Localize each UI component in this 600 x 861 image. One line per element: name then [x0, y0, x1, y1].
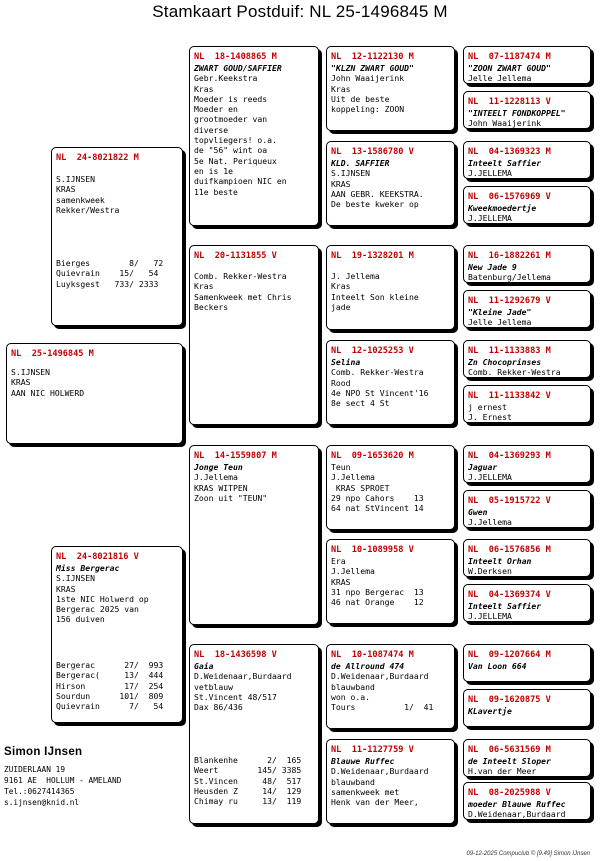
card-line: Rekker/Westra [56, 204, 120, 215]
card-line: Comb. Rekker-Westra [331, 367, 424, 378]
pigeon-name: Inteelt Saffier [468, 601, 542, 611]
footer-credit: 09-12-2025 Compuclub © [9.49] Simon IJnsen [466, 851, 590, 857]
pigeon-name: Kweekmoedertje [468, 203, 537, 213]
ancestor-card[interactable] [463, 290, 591, 328]
great-grandparent-card[interactable] [326, 245, 455, 330]
ancestor-card[interactable] [463, 385, 591, 423]
owner-block [4, 746, 184, 808]
card-line: Kras [331, 83, 351, 94]
card-line: diverse [194, 124, 229, 135]
card-line: Kras [331, 281, 351, 292]
card-line: Tours 1/ 41 [331, 702, 434, 713]
card-line: J.JELLEMA [468, 213, 512, 224]
card-line: Inteelt Son kleine [331, 291, 419, 302]
card-line: D.Weidenaar,Burdaard [468, 809, 566, 820]
card-line: J.Jellema [331, 472, 375, 483]
card-line: Batenburg/Jellema [468, 272, 551, 283]
ancestor-card[interactable] [463, 584, 591, 622]
pigeon-name: Gaia [194, 661, 214, 671]
pigeon-name: "KLZN ZWART GOUD" [331, 63, 414, 73]
great-grandparent-card[interactable] [326, 46, 455, 131]
card-line: blauwband [331, 776, 375, 787]
ring-number: NL 20-1131855 V [194, 251, 277, 261]
great-grandparent-card[interactable] [326, 539, 455, 624]
card-line: KRAS [56, 184, 76, 195]
card-line: 1ste NIC Holwerd op [56, 593, 149, 604]
pigeon-name: "Kleine Jade" [468, 307, 532, 317]
card-line: KRAS [331, 576, 351, 587]
card-line: De beste kweker op [331, 199, 419, 210]
card-line: 29 npo Cahors 13 [331, 492, 424, 503]
ring-number: NL 09-1653620 M [331, 451, 414, 461]
pigeon-name: Gwen [468, 507, 488, 517]
subject-card[interactable] [6, 343, 183, 444]
ring-number: NL 09-1207664 M [468, 650, 551, 660]
card-line: J.Jellema [331, 566, 375, 577]
card-line: samenkweek [56, 194, 105, 205]
ring-number: NL 12-1122130 M [331, 52, 414, 62]
great-grandparent-card[interactable] [326, 340, 455, 425]
ring-number: NL 18-1436598 V [194, 650, 277, 660]
owner-name: Simon IJnsen [4, 746, 83, 758]
pigeon-name: Selina [331, 357, 361, 367]
ring-number: NL 19-1328201 M [331, 251, 414, 261]
ring-number: NL 11-1127759 V [331, 745, 414, 755]
card-line: 8e sect 4 St [331, 398, 390, 409]
card-line: Moeder is reeds [194, 93, 268, 104]
pigeon-name: New Jade 9 [468, 262, 517, 272]
card-line: en is 1e [194, 165, 233, 176]
ancestor-card[interactable] [463, 490, 591, 528]
great-grandparent-card[interactable] [326, 141, 455, 226]
card-line: won o.a. [331, 691, 370, 702]
card-line: KRAS [11, 377, 31, 388]
card-line: KRAS WITPEN [194, 482, 248, 493]
grandparent-card[interactable] [189, 245, 319, 425]
card-line: J.JELLEMA [468, 611, 512, 622]
card-line: topvliegers! o.a. [194, 135, 277, 146]
card-line: KRAS [331, 178, 351, 189]
card-line: vetblauw [194, 681, 233, 692]
great-grandparent-card[interactable] [326, 644, 455, 729]
ring-number: NL 11-1228113 V [468, 97, 551, 107]
ancestor-card[interactable] [463, 739, 591, 777]
pigeon-name: ZWART GOUD/SAFFIER [194, 63, 282, 73]
card-line: duifkampioen NIC en [194, 176, 287, 187]
owner-email[interactable]: s.ijnsen@knid.nl [4, 798, 80, 807]
card-line: D.Weidenaar,Burdaard [194, 671, 292, 682]
card-line: S.IJNSEN [331, 168, 370, 179]
ancestor-card[interactable] [463, 141, 591, 179]
pigeon-name: KLD. SAFFIER [331, 158, 390, 168]
card-line: D.Weidenaar,Burdaard [331, 766, 429, 777]
card-line: Teun [331, 462, 351, 472]
card-line: John Waaijerink [331, 73, 405, 84]
owner-city: 9161 AE HOLLUM - AMELAND [4, 776, 122, 785]
card-line: H.van der Meer [468, 766, 537, 777]
card-line: Bergerac 2025 van [56, 604, 139, 615]
grandparent-card[interactable] [189, 46, 319, 226]
card-line: jade [331, 301, 351, 312]
card-line: S.IJNSEN [56, 174, 95, 184]
card-line: J.Jellema [194, 472, 238, 483]
pigeon-name: Van Loon 664 [468, 661, 527, 671]
ring-number: NL 24-8021816 V [56, 552, 139, 562]
ancestor-card[interactable] [463, 539, 591, 577]
card-line: Beckers [194, 301, 229, 312]
result-line: Blankenhe 2/ 165 [194, 755, 302, 765]
pigeon-name: de Inteelt Sloper [468, 756, 551, 766]
result-line: Weert 145/ 3385 [194, 765, 302, 776]
card-line: J.JELLEMA [468, 168, 512, 179]
ring-number: NL 13-1586780 V [331, 147, 414, 157]
card-line: John Waaijerink [468, 118, 542, 129]
ancestor-card[interactable] [463, 782, 591, 820]
result-line: Heusden Z 14/ 129 [194, 785, 302, 796]
pigeon-name: moeder Blauwe Ruffec [468, 799, 566, 809]
ring-number: NL 06-1576969 V [468, 192, 551, 202]
ring-number: NL 25-1496845 M [11, 349, 94, 359]
card-line: koppeling: ZOON [331, 104, 405, 115]
card-line: 64 nat StVincent 14 [331, 503, 424, 514]
ring-number: NL 05-1915722 V [468, 496, 551, 506]
ring-number: NL 24-8021822 M [56, 153, 139, 163]
card-line: de "56" wint oa [194, 145, 268, 156]
ring-number: NL 04-1369374 V [468, 590, 551, 600]
ancestor-card[interactable] [463, 644, 591, 682]
ancestor-card[interactable] [463, 689, 591, 727]
result-line: Luyksgest 733/ 2333 [56, 278, 159, 289]
pigeon-name: Zn Chocoprinses [468, 357, 542, 367]
card-line: blauwband [331, 681, 375, 692]
card-line: J.JELLEMA [468, 472, 512, 483]
pigeon-name: Jaguar [468, 462, 498, 472]
result-line: Bierges 8/ 72 [56, 258, 164, 268]
card-line: Comb. Rekker-Westra [468, 367, 561, 378]
card-line: Dax 86/436 [194, 702, 243, 713]
card-line: J. Ernest [468, 412, 512, 423]
owner-phone: Tel.:0627414365 [4, 787, 75, 796]
ancestor-card[interactable] [463, 46, 591, 84]
card-line: S.IJNSEN [11, 367, 50, 377]
card-line: J. Jellema [331, 271, 380, 281]
card-line: J.Jellema [468, 517, 512, 528]
ring-number: NL 06-1576856 M [468, 545, 551, 555]
ring-number: NL 16-1882261 M [468, 251, 551, 261]
card-line: Moeder en [194, 104, 238, 115]
card-line: Jelle Jellema [468, 317, 532, 328]
ring-number: NL 14-1559807 M [194, 451, 277, 461]
card-line: Zoon uit "TEUN" [194, 492, 268, 503]
result-line: Quievrain 7/ 54 [56, 701, 164, 712]
grandparent-card[interactable] [189, 445, 319, 625]
ancestor-card[interactable] [463, 340, 591, 378]
card-line: KRAS SPROET [331, 482, 390, 493]
pigeon-name: "INTEELT FONDKOPPEL" [468, 108, 566, 118]
result-line: Bergerac( 13/ 444 [56, 670, 164, 681]
card-line: Rood [331, 377, 351, 388]
pigeon-name: Blauwe Ruffec [331, 756, 395, 766]
card-line: samenkweek met [331, 786, 400, 797]
card-line: 31 npo Bergerac 13 [331, 586, 424, 597]
card-line: Kras [194, 281, 214, 292]
ancestor-card[interactable] [463, 186, 591, 224]
card-line: 11e beste [194, 186, 238, 197]
ancestor-card[interactable] [463, 245, 591, 283]
card-line: 5e Nat. Periqueux [194, 155, 277, 166]
card-line: Comb. Rekker-Westra [194, 271, 287, 281]
card-line: Jelle Jellema [468, 73, 532, 84]
card-line: St.Vincent 48/517 [194, 691, 277, 702]
owner-address: ZUIDERLAAN 19 [4, 765, 66, 774]
ring-number: NL 11-1133842 V [468, 391, 551, 401]
pigeon-name: Inteelt Orhan [468, 556, 532, 566]
result-line: Bergerac 27/ 993 [56, 660, 164, 670]
great-grandparent-card[interactable] [326, 739, 455, 824]
result-line: Hirson 17/ 254 [56, 680, 164, 691]
card-line: AAN NIC HOLWERD [11, 387, 85, 398]
result-line: St.Vincen 48/ 517 [194, 775, 302, 786]
card-line: j ernest [468, 402, 507, 412]
ring-number: NL 08-2025988 V [468, 788, 551, 798]
ring-number: NL 10-1087474 M [331, 650, 414, 660]
ring-number: NL 07-1187474 M [468, 52, 551, 62]
grandparent-card[interactable] [189, 644, 319, 824]
mother-card[interactable] [51, 546, 183, 723]
card-line: Gebr.Keekstra [194, 73, 258, 84]
pigeon-name: Inteelt Saffier [468, 158, 542, 168]
pigeon-name: "ZOON ZWART GOUD" [468, 63, 551, 73]
card-line: Uit de beste [331, 93, 390, 104]
great-grandparent-card[interactable] [326, 445, 455, 530]
page-title: Stamkaart Postduif: NL 25-1496845 M [152, 2, 448, 21]
result-line: Quievrain 15/ 54 [56, 268, 159, 279]
card-line: Samenkweek met Chris [194, 291, 292, 302]
card-line: 46 nat Orange 12 [331, 597, 424, 608]
card-line: KRAS [56, 583, 76, 594]
card-line: AAN GEBR. KEEKSTRA. [331, 188, 424, 199]
card-line: Kras [194, 83, 214, 94]
ring-number: NL 11-1133883 M [468, 346, 551, 356]
ring-number: NL 12-1025253 V [331, 346, 414, 356]
pigeon-name: de Allround 474 [331, 661, 405, 671]
card-line: D.Weidenaar,Burdaard [331, 671, 429, 682]
ring-number: NL 11-1292679 V [468, 296, 551, 306]
pigeon-name: Miss Bergerac [56, 563, 120, 573]
ring-number: NL 06-5631569 M [468, 745, 551, 755]
card-line: Era [331, 556, 346, 566]
card-line: 156 duiven [56, 614, 105, 625]
pigeon-name: KLavertje [468, 706, 512, 716]
card-line: Henk van der Meer, [331, 797, 419, 808]
ring-number: NL 09-1620875 V [468, 695, 551, 705]
pigeon-name: Jonge Teun [194, 462, 243, 472]
ring-number: NL 10-1089958 V [331, 545, 414, 555]
card-line: W.Derksen [468, 566, 512, 577]
ring-number: NL 04-1369293 M [468, 451, 551, 461]
ancestor-card[interactable] [463, 91, 591, 129]
ancestor-card[interactable] [463, 445, 591, 483]
father-card[interactable] [51, 147, 183, 326]
result-line: Sourdun 101/ 809 [56, 690, 164, 701]
card-line: S.IJNSEN [56, 573, 95, 584]
ring-number: NL 18-1408865 M [194, 52, 277, 62]
ring-number: NL 04-1369323 M [468, 147, 551, 157]
result-line: Chimay ru 13/ 119 [194, 796, 302, 807]
card-line: grootmoeder van [194, 114, 268, 125]
card-line: 4e NPO St Vincent'16 [331, 387, 429, 398]
